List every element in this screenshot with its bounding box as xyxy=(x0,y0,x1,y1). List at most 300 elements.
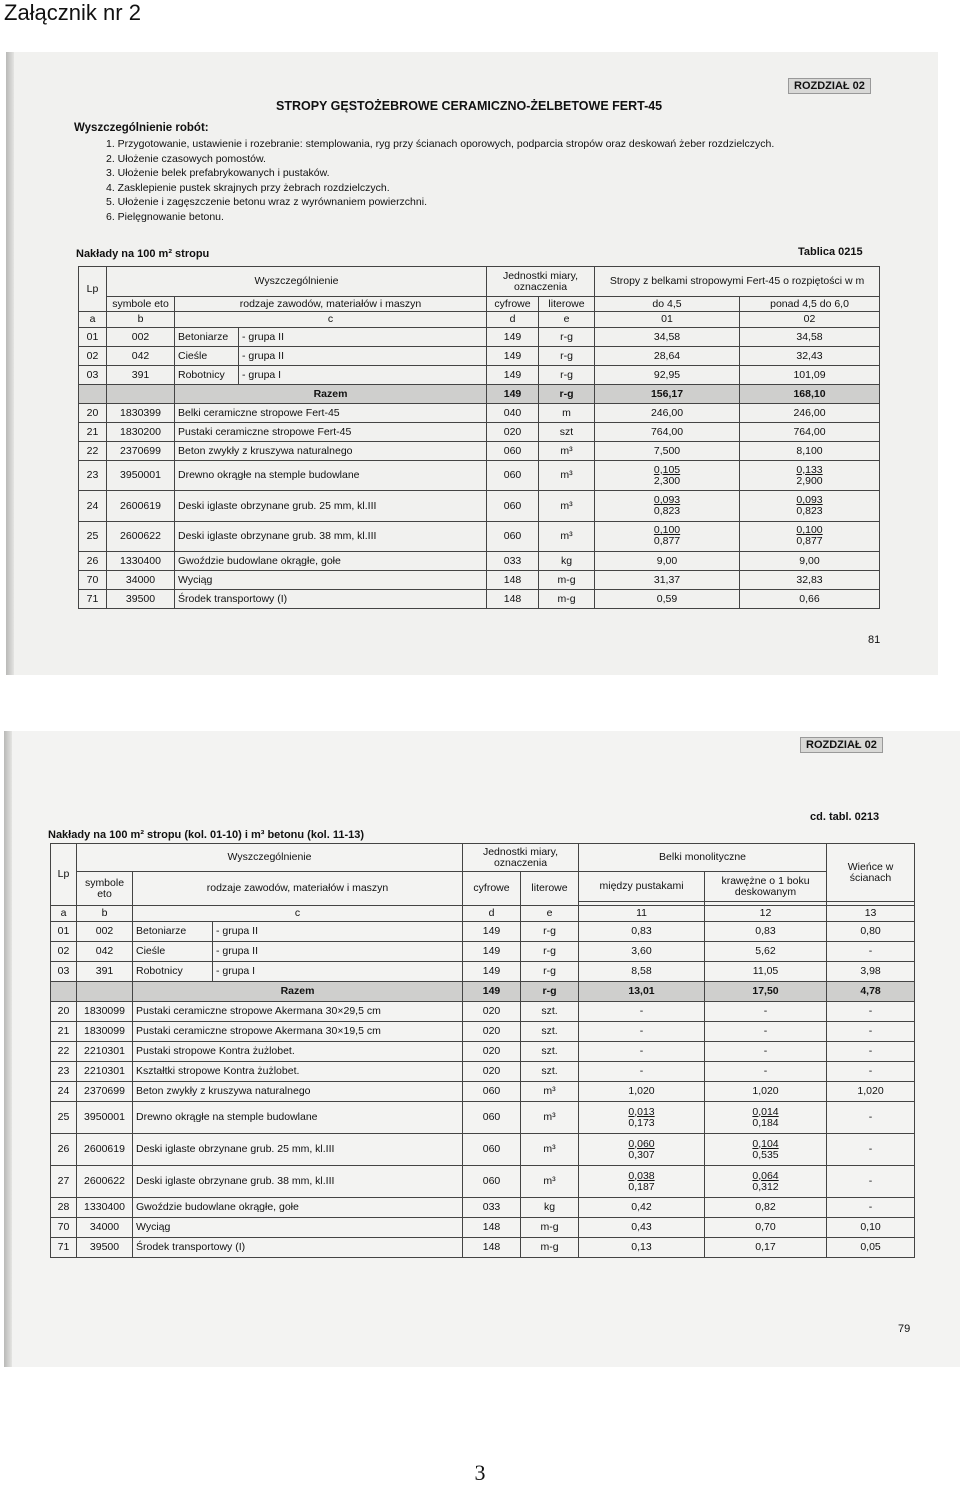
unit-digital-cell: 060 xyxy=(487,521,539,551)
fraction-top: 0,093 xyxy=(796,494,823,507)
fraction-bottom: 0,823 xyxy=(796,505,823,518)
document-title: Załącznik nr 2 xyxy=(4,0,141,25)
value-cell: - xyxy=(579,1022,705,1042)
value-cell: 0,66 xyxy=(740,590,880,609)
symbol-cell: 34000 xyxy=(107,571,175,590)
norms-table xyxy=(78,266,880,609)
empty-cell xyxy=(51,982,77,1002)
fraction-value xyxy=(796,495,822,517)
header-digital: cyfrowe xyxy=(487,297,539,312)
table-row xyxy=(51,1042,915,1062)
value-cell: 17,50 xyxy=(705,982,827,1002)
lp-cell: 20 xyxy=(51,1002,77,1022)
lp-cell: 21 xyxy=(79,423,107,442)
value-cell: 5,62 xyxy=(705,942,827,962)
value-cell: 101,09 xyxy=(740,366,880,385)
scanned-page-79 xyxy=(4,731,960,1367)
lp-cell: 22 xyxy=(51,1042,77,1062)
section-title: STROPY GĘSTOŻEBROWE CERAMICZNO-ŻELBETOWE FERT-45 xyxy=(276,99,663,113)
unit-digital-cell: 040 xyxy=(487,404,539,423)
unit-digital-cell: 020 xyxy=(463,1002,521,1022)
value-cell xyxy=(705,1102,827,1134)
value-cell xyxy=(740,521,880,551)
unit-letter-cell: szt xyxy=(539,423,595,442)
lp-cell: 24 xyxy=(79,491,107,521)
table-row xyxy=(79,328,880,347)
unit-digital-cell: 149 xyxy=(463,942,521,962)
group-cell: - grupa II xyxy=(213,922,463,942)
lp-cell: 02 xyxy=(79,347,107,366)
symbol-cell: 3950001 xyxy=(107,461,175,491)
works-list-item: 4. Zasklepienie pustek skrajnych przy żebrach rozdzielczych. xyxy=(106,181,390,194)
group-cell: - grupa I xyxy=(239,366,487,385)
lp-cell: 01 xyxy=(51,922,77,942)
value-cell: - xyxy=(705,1002,827,1022)
symbol-cell: 2600622 xyxy=(77,1166,133,1198)
works-list-item: 3. Ułożenie belek prefabrykowanych i pustaków. xyxy=(106,167,330,179)
name-cell: Deski iglaste obrzynane grub. 38 mm, kl.III xyxy=(133,1166,463,1198)
value-cell xyxy=(579,1102,705,1134)
col-letter: d xyxy=(487,312,539,328)
value-cell: 246,00 xyxy=(740,404,880,423)
table-row xyxy=(51,922,915,942)
name-cell: Środek transportowy (I) xyxy=(133,1238,463,1258)
col-letter: 12 xyxy=(705,906,827,922)
col-letter: a xyxy=(51,906,77,922)
value-cell: 1,020 xyxy=(827,1082,915,1102)
table-row xyxy=(51,1218,915,1238)
unit-letter-cell: kg xyxy=(521,1198,579,1218)
value-cell: - xyxy=(827,1102,915,1134)
value-cell xyxy=(705,1134,827,1166)
fraction-bottom: 0,173 xyxy=(628,1116,655,1129)
empty-cell xyxy=(79,385,107,404)
name-cell: Deski iglaste obrzynane grub. 25 mm, kl.III xyxy=(175,491,487,521)
lp-cell: 71 xyxy=(79,590,107,609)
unit-digital-cell: 149 xyxy=(463,982,521,1002)
table-row xyxy=(51,1166,915,1198)
name-cell: Pustaki stropowe Kontra żużlobet. xyxy=(133,1042,463,1062)
fraction-top: 0,013 xyxy=(628,1105,655,1118)
value-cell: 0,83 xyxy=(579,922,705,942)
unit-letter-cell: m³ xyxy=(539,491,595,521)
value-cell: - xyxy=(827,942,915,962)
value-cell: 0,10 xyxy=(827,1218,915,1238)
lp-cell: 23 xyxy=(51,1062,77,1082)
page-number-79: 79 xyxy=(898,1323,911,1335)
header-units: Jednostki miary, oznaczenia xyxy=(463,844,579,872)
header-symbols: symbole eto xyxy=(77,872,133,906)
lp-cell: 01 xyxy=(79,328,107,347)
name-cell: Cieśle xyxy=(175,347,239,366)
header-letter: literowe xyxy=(521,872,579,906)
lp-cell: 25 xyxy=(79,521,107,551)
total-label: Razem xyxy=(133,982,463,1002)
header-kinds: rodzaje zawodów, materiałów i maszyn xyxy=(133,872,463,906)
header-lp: Lp xyxy=(79,267,107,312)
unit-letter-cell: m³ xyxy=(539,461,595,491)
works-list-item: 2. Ułożenie czasowych pomostów. xyxy=(106,152,266,165)
value-cell: - xyxy=(827,1042,915,1062)
name-cell: Betoniarze xyxy=(133,922,213,942)
unit-digital-cell: 060 xyxy=(463,1102,521,1134)
value-cell: 9,00 xyxy=(595,552,740,571)
unit-letter-cell: szt. xyxy=(521,1022,579,1042)
value-cell: 0,13 xyxy=(579,1238,705,1258)
name-cell: Robotnicy xyxy=(133,962,213,982)
value-cell xyxy=(595,491,740,521)
symbol-cell: 042 xyxy=(77,942,133,962)
total-row xyxy=(79,385,880,404)
unit-letter-cell: m-g xyxy=(539,590,595,609)
value-cell: 0,70 xyxy=(705,1218,827,1238)
unit-digital-cell: 033 xyxy=(463,1198,521,1218)
value-cell: 11,05 xyxy=(705,962,827,982)
value-cell: - xyxy=(579,1062,705,1082)
value-cell: 0,05 xyxy=(827,1238,915,1258)
table-row xyxy=(51,1198,915,1218)
value-cell: 0,43 xyxy=(579,1218,705,1238)
value-cell xyxy=(740,461,880,491)
fraction-top: 0,104 xyxy=(752,1137,779,1150)
symbol-cell: 1330400 xyxy=(77,1198,133,1218)
value-cell: - xyxy=(579,1002,705,1022)
header-description: Wyszczególnienie xyxy=(77,844,463,872)
lp-cell: 27 xyxy=(51,1166,77,1198)
lp-cell: 25 xyxy=(51,1102,77,1134)
value-cell: 34,58 xyxy=(740,328,880,347)
value-cell: 0,42 xyxy=(579,1198,705,1218)
unit-letter-cell: m xyxy=(539,404,595,423)
scanned-page-81 xyxy=(6,52,938,675)
fraction-top: 0,100 xyxy=(653,524,681,537)
name-cell: Beton zwykły z kruszywa naturalnego xyxy=(133,1082,463,1102)
unit-digital-cell: 149 xyxy=(487,347,539,366)
value-cell: - xyxy=(827,1022,915,1042)
value-cell: - xyxy=(705,1042,827,1062)
total-row xyxy=(51,982,915,1002)
fraction-top: 0,014 xyxy=(752,1105,779,1118)
unit-letter-cell: m³ xyxy=(521,1166,579,1198)
fraction-bottom: 0,877 xyxy=(796,535,823,548)
unit-digital-cell: 020 xyxy=(463,1042,521,1062)
value-cell: - xyxy=(705,1022,827,1042)
unit-letter-cell: r-g xyxy=(539,385,595,404)
value-cell: 0,83 xyxy=(705,922,827,942)
works-list-item: 6. Pielęgnowanie betonu. xyxy=(106,210,224,223)
fraction-value xyxy=(752,1171,778,1193)
unit-digital-cell: 060 xyxy=(463,1166,521,1198)
header-kinds: rodzaje zawodów, materiałów i maszyn xyxy=(175,297,487,312)
value-cell: 3,60 xyxy=(579,942,705,962)
symbol-cell: 2600619 xyxy=(107,491,175,521)
unit-digital-cell: 060 xyxy=(463,1134,521,1166)
unit-letter-cell: r-g xyxy=(521,962,579,982)
name-cell: Deski iglaste obrzynane grub. 25 mm, kl.III xyxy=(133,1134,463,1166)
lp-cell: 03 xyxy=(79,366,107,385)
unit-letter-cell: r-g xyxy=(539,366,595,385)
fraction-top: 0,038 xyxy=(628,1169,655,1182)
page-number: 3 xyxy=(474,1460,486,1485)
lp-cell: 21 xyxy=(51,1022,77,1042)
value-cell: 92,95 xyxy=(595,366,740,385)
symbol-cell: 2600622 xyxy=(107,521,175,551)
col-letter: a xyxy=(79,312,107,328)
col-letter: b xyxy=(107,312,175,328)
symbol-cell: 2370699 xyxy=(107,442,175,461)
value-cell: 0,82 xyxy=(705,1198,827,1218)
col-letter: d xyxy=(463,906,521,922)
fraction-value xyxy=(654,525,680,547)
chapter-badge: ROZDZIAŁ 02 xyxy=(800,737,883,753)
unit-letter-cell: szt. xyxy=(521,1002,579,1022)
value-cell xyxy=(595,461,740,491)
lp-cell: 28 xyxy=(51,1198,77,1218)
name-cell: Kształtki stropowe Kontra żużlobet. xyxy=(133,1062,463,1082)
table-number: Tablica 0215 xyxy=(798,246,863,258)
unit-digital-cell: 148 xyxy=(463,1238,521,1258)
norms-table xyxy=(50,843,915,1258)
table-row xyxy=(79,366,880,385)
fraction-value xyxy=(796,465,822,487)
unit-digital-cell: 060 xyxy=(463,1082,521,1102)
header-edge: krawężne o 1 boku deskowanym xyxy=(705,872,827,902)
header-units: Jednostki miary, oznaczenia xyxy=(487,267,595,297)
header-description: Wyszczególnienie xyxy=(107,267,487,297)
symbol-cell: 2210301 xyxy=(77,1062,133,1082)
fraction-top: 0,060 xyxy=(628,1137,655,1150)
fraction-value xyxy=(628,1171,654,1193)
value-cell: - xyxy=(827,1062,915,1082)
symbol-cell: 1330400 xyxy=(107,552,175,571)
value-cell: 764,00 xyxy=(595,423,740,442)
fraction-value xyxy=(628,1139,654,1161)
name-cell: Gwoździe budowlane okrągłe, gołe xyxy=(133,1198,463,1218)
unit-digital-cell: 060 xyxy=(487,491,539,521)
fraction-bottom: 0,187 xyxy=(628,1180,655,1193)
symbol-cell: 3950001 xyxy=(77,1102,133,1134)
empty-cell xyxy=(107,385,175,404)
table-row xyxy=(79,521,880,551)
fraction-top: 0,133 xyxy=(796,463,823,476)
symbol-cell: 002 xyxy=(107,328,175,347)
symbol-cell: 2600619 xyxy=(77,1134,133,1166)
value-cell: 168,10 xyxy=(740,385,880,404)
header-letter: literowe xyxy=(539,297,595,312)
header-span: Stropy z belkami stropowymi Fert-45 o rozpiętości w m xyxy=(595,267,880,297)
lp-cell: 02 xyxy=(51,942,77,962)
name-cell: Drewno okrągłe na stemple budowlane xyxy=(133,1102,463,1134)
value-cell: 31,37 xyxy=(595,571,740,590)
name-cell: Pustaki ceramiczne stropowe Akermana 30×29,5 cm xyxy=(133,1002,463,1022)
group-cell: - grupa II xyxy=(239,328,487,347)
header-monolithic: Belki monolityczne xyxy=(579,844,827,872)
value-cell: 13,01 xyxy=(579,982,705,1002)
value-cell: 246,00 xyxy=(595,404,740,423)
value-cell: 0,80 xyxy=(827,922,915,942)
col-letter: b xyxy=(77,906,133,922)
symbol-cell: 1830399 xyxy=(107,404,175,423)
value-cell: 7,500 xyxy=(595,442,740,461)
value-cell: 1,020 xyxy=(579,1082,705,1102)
unit-letter-cell: m³ xyxy=(539,521,595,551)
header-wall-rims: Wieńce w ścianach xyxy=(827,844,915,902)
table-row xyxy=(51,942,915,962)
unit-letter-cell: m-g xyxy=(521,1218,579,1238)
header-digital: cyfrowe xyxy=(463,872,521,906)
col-letter: e xyxy=(521,906,579,922)
unit-digital-cell: 020 xyxy=(487,423,539,442)
name-cell: Środek transportowy (I) xyxy=(175,590,487,609)
table-row xyxy=(79,423,880,442)
col-letter: 11 xyxy=(579,906,705,922)
value-cell: - xyxy=(705,1062,827,1082)
header-col-02: ponad 4,5 do 6,0 xyxy=(740,297,880,312)
group-cell: - grupa II xyxy=(213,942,463,962)
fraction-top: 0,105 xyxy=(653,463,681,476)
table-row xyxy=(51,962,915,982)
name-cell: Beton zwykły z kruszywa naturalnego xyxy=(175,442,487,461)
fraction-bottom: 0,307 xyxy=(628,1148,655,1161)
unit-digital-cell: 060 xyxy=(487,442,539,461)
col-letter: e xyxy=(539,312,595,328)
col-letter: 13 xyxy=(827,906,915,922)
table-row xyxy=(51,1102,915,1134)
unit-letter-cell: m-g xyxy=(521,1238,579,1258)
lp-cell: 70 xyxy=(79,571,107,590)
col-letter: c xyxy=(175,312,487,328)
symbol-cell: 391 xyxy=(107,366,175,385)
fraction-value xyxy=(628,1107,654,1129)
value-cell: 156,17 xyxy=(595,385,740,404)
lp-cell: 23 xyxy=(79,461,107,491)
name-cell: Cieśle xyxy=(133,942,213,962)
unit-letter-cell: m³ xyxy=(521,1082,579,1102)
value-cell: 0,17 xyxy=(705,1238,827,1258)
symbol-cell: 1830200 xyxy=(107,423,175,442)
header-lp: Lp xyxy=(51,844,77,906)
value-cell: 34,58 xyxy=(595,328,740,347)
table-row xyxy=(51,1062,915,1082)
value-cell: 8,100 xyxy=(740,442,880,461)
unit-digital-cell: 149 xyxy=(463,962,521,982)
group-cell: - grupa II xyxy=(239,347,487,366)
fraction-bottom: 2,900 xyxy=(796,474,823,487)
chapter-badge: ROZDZIAŁ 02 xyxy=(788,78,871,94)
fraction-top: 0,064 xyxy=(752,1169,779,1182)
symbol-cell: 002 xyxy=(77,922,133,942)
name-cell: Gwoździe budowlane okrągłe, gołe xyxy=(175,552,487,571)
value-cell: 4,78 xyxy=(827,982,915,1002)
symbol-cell: 1830099 xyxy=(77,1002,133,1022)
name-cell: Wyciąg xyxy=(133,1218,463,1238)
unit-letter-cell: r-g xyxy=(521,942,579,962)
lp-cell: 24 xyxy=(51,1082,77,1102)
table-row xyxy=(51,1002,915,1022)
value-cell xyxy=(579,1166,705,1198)
unit-digital-cell: 020 xyxy=(463,1062,521,1082)
value-cell: - xyxy=(827,1002,915,1022)
symbol-cell: 1830099 xyxy=(77,1022,133,1042)
value-cell: 9,00 xyxy=(740,552,880,571)
symbol-cell: 34000 xyxy=(77,1218,133,1238)
fraction-bottom: 0,535 xyxy=(752,1148,779,1161)
table-row xyxy=(51,1238,915,1258)
table-row xyxy=(51,1134,915,1166)
header-between-blocks: między pustakami xyxy=(579,872,705,902)
symbol-cell: 042 xyxy=(107,347,175,366)
value-cell: - xyxy=(827,1134,915,1166)
name-cell: Pustaki ceramiczne stropowe Akermana 30×19,5 cm xyxy=(133,1022,463,1042)
unit-letter-cell: r-g xyxy=(521,982,579,1002)
unit-letter-cell: szt. xyxy=(521,1042,579,1062)
unit-digital-cell: 060 xyxy=(487,461,539,491)
unit-letter-cell: m³ xyxy=(539,442,595,461)
value-cell: 32,43 xyxy=(740,347,880,366)
table-row xyxy=(79,491,880,521)
table-row xyxy=(79,590,880,609)
unit-letter-cell: kg xyxy=(539,552,595,571)
value-cell xyxy=(705,1166,827,1198)
table-row xyxy=(51,1022,915,1042)
unit-letter-cell: r-g xyxy=(539,347,595,366)
value-cell: 0,59 xyxy=(595,590,740,609)
name-cell: Robotnicy xyxy=(175,366,239,385)
name-cell: Pustaki ceramiczne stropowe Fert-45 xyxy=(175,423,487,442)
col-letter: 02 xyxy=(740,312,880,328)
total-label: Razem xyxy=(175,385,487,404)
value-cell: 8,58 xyxy=(579,962,705,982)
lp-cell: 70 xyxy=(51,1218,77,1238)
fraction-top: 0,100 xyxy=(796,524,823,537)
col-letter: c xyxy=(133,906,463,922)
unit-letter-cell: m³ xyxy=(521,1102,579,1134)
unit-letter-cell: m-g xyxy=(539,571,595,590)
group-cell: - grupa I xyxy=(213,962,463,982)
table-row xyxy=(51,1082,915,1102)
fraction-bottom: 0,312 xyxy=(752,1180,779,1193)
works-list-item: 1. Przygotowanie, ustawienie i rozebranie: stemplowania, ryg przy ścianach oporowych, podparcia stropów oraz deskowań żeber rozdzielczych. xyxy=(106,138,775,150)
value-cell: - xyxy=(579,1042,705,1062)
table-row xyxy=(79,552,880,571)
fraction-value xyxy=(654,465,680,487)
lp-cell: 26 xyxy=(51,1134,77,1166)
unit-digital-cell: 149 xyxy=(463,922,521,942)
unit-digital-cell: 149 xyxy=(487,328,539,347)
unit-letter-cell: r-g xyxy=(539,328,595,347)
symbol-cell: 391 xyxy=(77,962,133,982)
table-row xyxy=(79,461,880,491)
unit-letter-cell: m³ xyxy=(521,1134,579,1166)
lp-cell: 71 xyxy=(51,1238,77,1258)
col-letter: 01 xyxy=(595,312,740,328)
fraction-bottom: 0,823 xyxy=(653,505,681,518)
fraction-value xyxy=(796,525,822,547)
name-cell: Deski iglaste obrzynane grub. 38 mm, kl.III xyxy=(175,521,487,551)
lp-cell: 22 xyxy=(79,442,107,461)
fraction-bottom: 2,300 xyxy=(653,474,681,487)
value-cell: 3,98 xyxy=(827,962,915,982)
page-number-81: 81 xyxy=(868,634,881,646)
works-list xyxy=(106,137,774,224)
unit-digital-cell: 020 xyxy=(463,1022,521,1042)
name-cell: Betoniarze xyxy=(175,328,239,347)
works-specification-label: Wyszczególnienie robót: xyxy=(74,122,209,134)
table-row xyxy=(79,347,880,366)
fraction-value xyxy=(654,495,680,517)
unit-letter-cell: szt. xyxy=(521,1062,579,1082)
symbol-cell: 39500 xyxy=(77,1238,133,1258)
